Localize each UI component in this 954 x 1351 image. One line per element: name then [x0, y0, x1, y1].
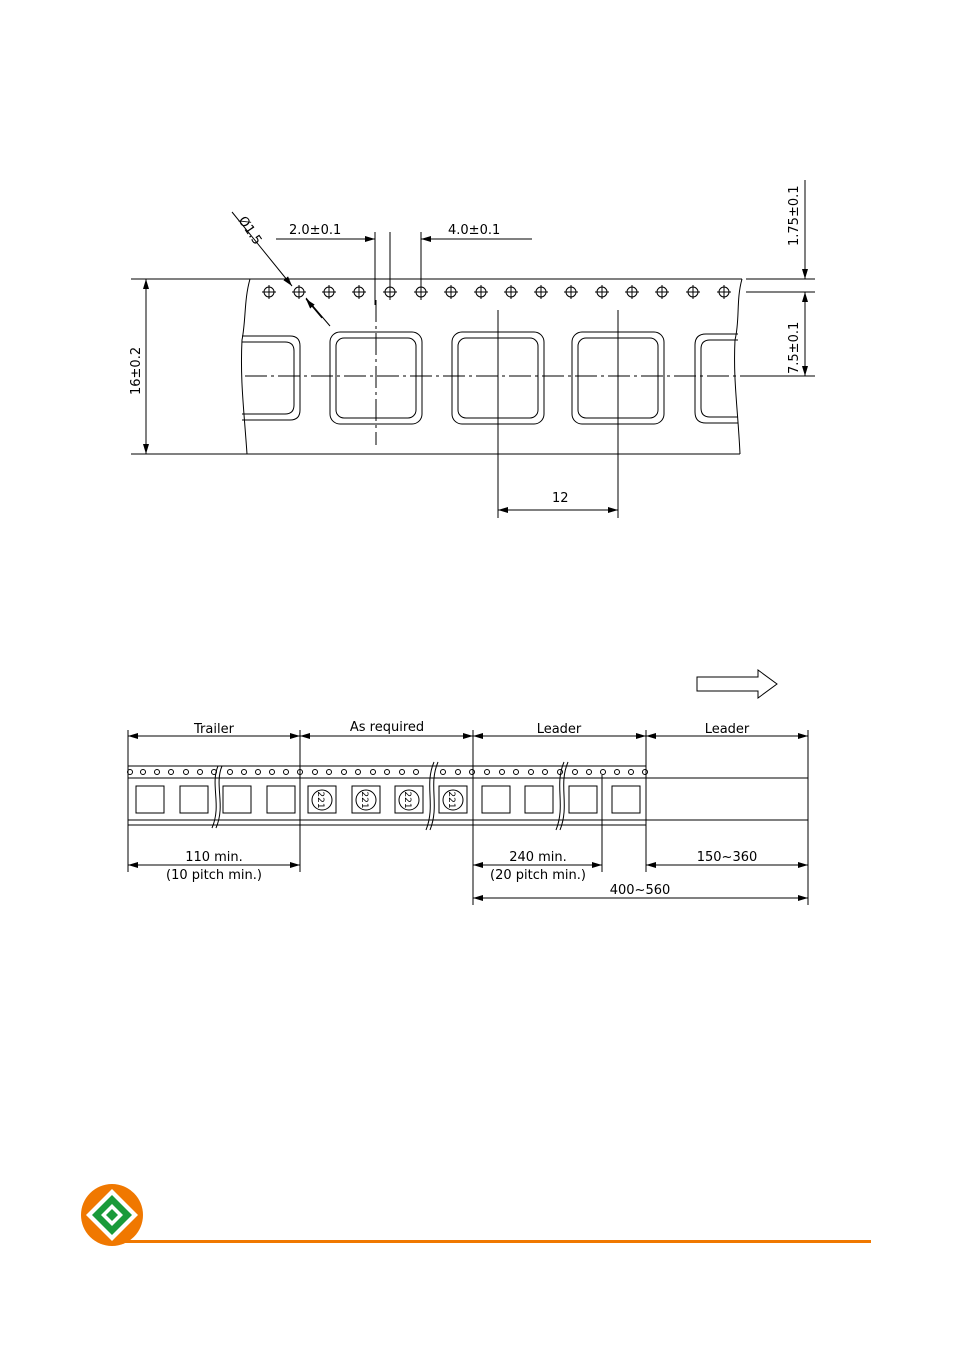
empty-pocket [136, 786, 164, 813]
sprocket-hole [262, 285, 276, 299]
reel-layout-labels [166, 720, 757, 898]
sprocket-hole [564, 285, 578, 299]
footer-rule [118, 1240, 871, 1243]
sprocket-hole [625, 285, 639, 299]
feed-direction-arrow [697, 670, 777, 698]
total-length-label: 400~560 [609, 883, 671, 898]
pocket-pitch-label: 12 [552, 491, 569, 506]
sprocket-hole [352, 285, 366, 299]
sprocket-hole [322, 285, 336, 299]
edge-to-hole-label: 1.75±0.1 [787, 185, 802, 246]
pocket-group [242, 332, 738, 424]
sprocket-hole [595, 285, 609, 299]
empty-pocket [482, 786, 510, 813]
empty-pocket [223, 786, 251, 813]
empty-pocket [612, 786, 640, 813]
reel-hole-row [128, 770, 648, 775]
leader-pitch-label: (20 pitch min.) [490, 868, 586, 883]
section-label-trailer: Trailer [194, 722, 234, 737]
empty-pocket [569, 786, 597, 813]
diameter-leader-tail [306, 298, 330, 326]
pocket-inner-right [701, 340, 738, 417]
component-marking: 221 [315, 791, 325, 809]
pocket-inner-left [242, 342, 294, 414]
component-marking: 221 [402, 791, 412, 809]
section-label-leader: Leader [536, 722, 582, 737]
hole-to-center-label: 7.5±0.1 [787, 321, 802, 374]
sprocket-hole [444, 285, 458, 299]
leader-length-label: 240 min. [509, 850, 567, 865]
diameter-arrow-back [306, 299, 322, 318]
sprocket-hole [534, 285, 548, 299]
hole-diameter-label: Ø1.5 [234, 213, 265, 248]
trailer-length-label: 110 min. [185, 850, 243, 865]
sprocket-hole [292, 285, 306, 299]
empty-pocket [525, 786, 553, 813]
tape-left-break [241, 279, 250, 454]
filled-pockets [308, 786, 467, 813]
component-marking: 221 [446, 791, 456, 809]
section-label-leader-tail: Leader [704, 722, 750, 737]
hole-pitch-label: 4.0±0.1 [448, 223, 501, 238]
sprocket-hole [474, 285, 488, 299]
component-marking: 221 [359, 791, 369, 809]
sprocket-hole [504, 285, 518, 299]
tape-width-label: 16±0.2 [129, 346, 144, 395]
section-label-as-required: As required [349, 720, 425, 735]
trailer-pitch-label: (10 pitch min.) [166, 868, 262, 883]
tape-right-break [735, 279, 742, 454]
empty-pocket [180, 786, 208, 813]
pocket-partial-left [242, 336, 300, 420]
empty-pocket [267, 786, 295, 813]
sprocket-hole [686, 285, 700, 299]
break-mark [212, 766, 222, 828]
leader-tail-length-label: 150~360 [696, 850, 758, 865]
sprocket-hole [655, 285, 669, 299]
sprocket-hole-row [262, 285, 731, 299]
company-logo [81, 1184, 143, 1246]
hole-offset-label: 2.0±0.1 [289, 223, 342, 238]
sprocket-hole [717, 285, 731, 299]
